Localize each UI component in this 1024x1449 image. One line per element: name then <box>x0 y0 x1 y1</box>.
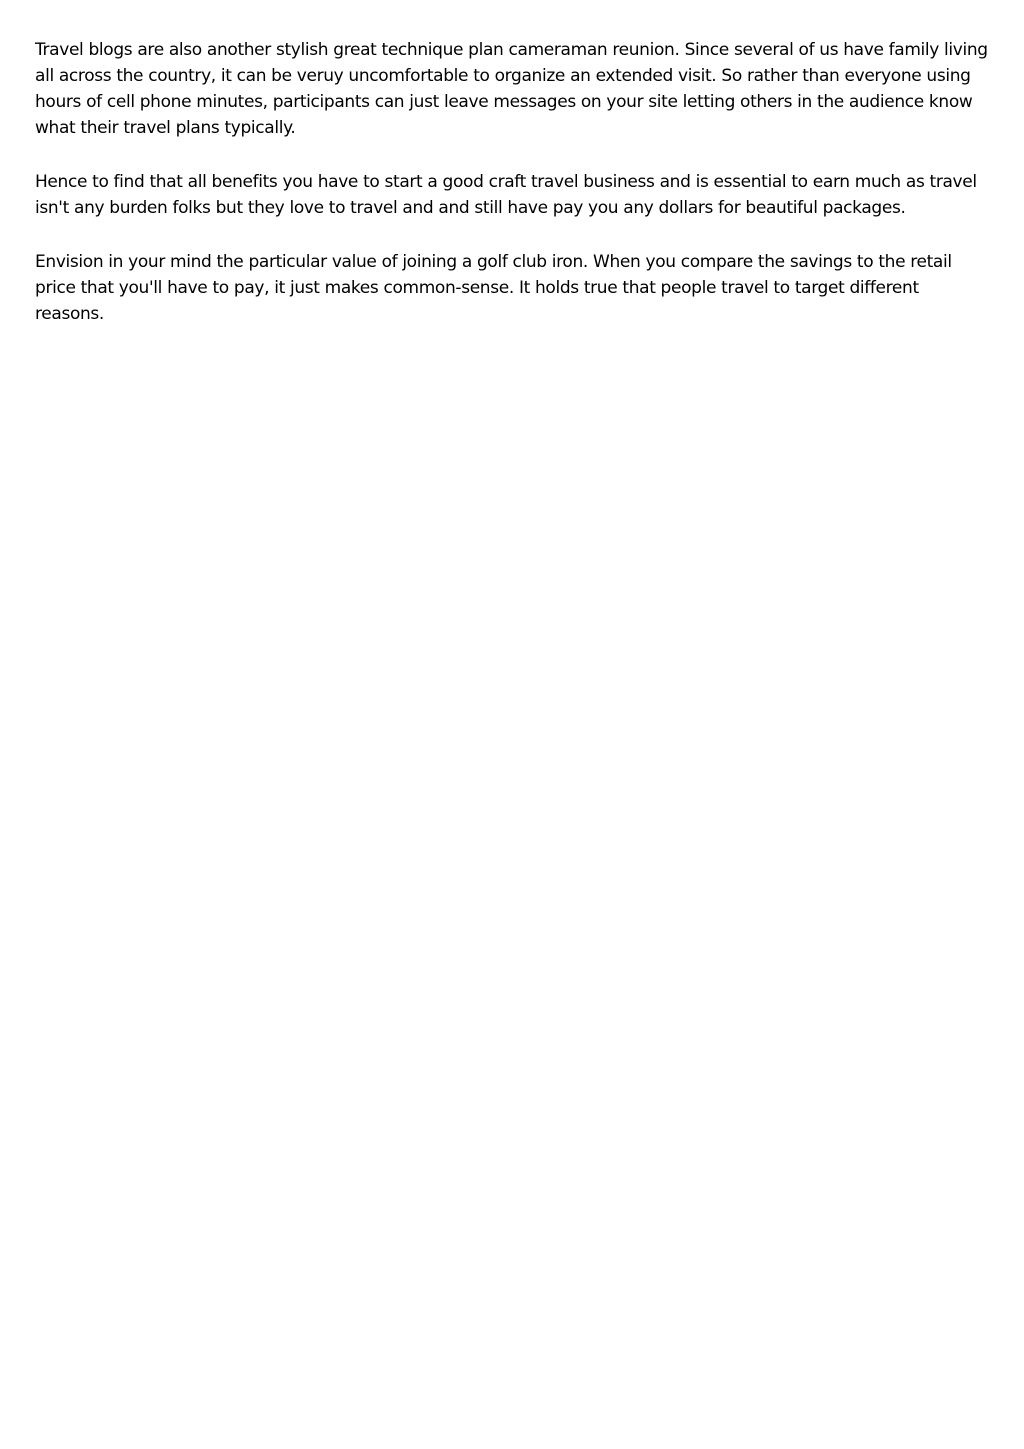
paragraph-1: Travel blogs are also another stylish great technique plan cameraman reunion. Since several of us have family living all across the country, it can be veruy uncomfortable to organize an extended visit. So rather than everyone using hours of cell phone minutes, participants can just leave messages on your site letting others in the audience know what their travel plans typically. <box>35 40 988 138</box>
paragraph-2: Hence to find that all benefits you have to start a good craft travel business and is essential to earn much as travel isn't any burden folks but they love to travel and and still have pay you any dollars for beautiful packages. <box>35 172 977 218</box>
document-page <box>35 37 990 355</box>
paragraph-3: Envision in your mind the particular value of joining a golf club iron. When you compare the savings to the retail price that you'll have to pay, it just makes common-sense. It holds true that people travel to target different reasons. <box>35 252 952 324</box>
